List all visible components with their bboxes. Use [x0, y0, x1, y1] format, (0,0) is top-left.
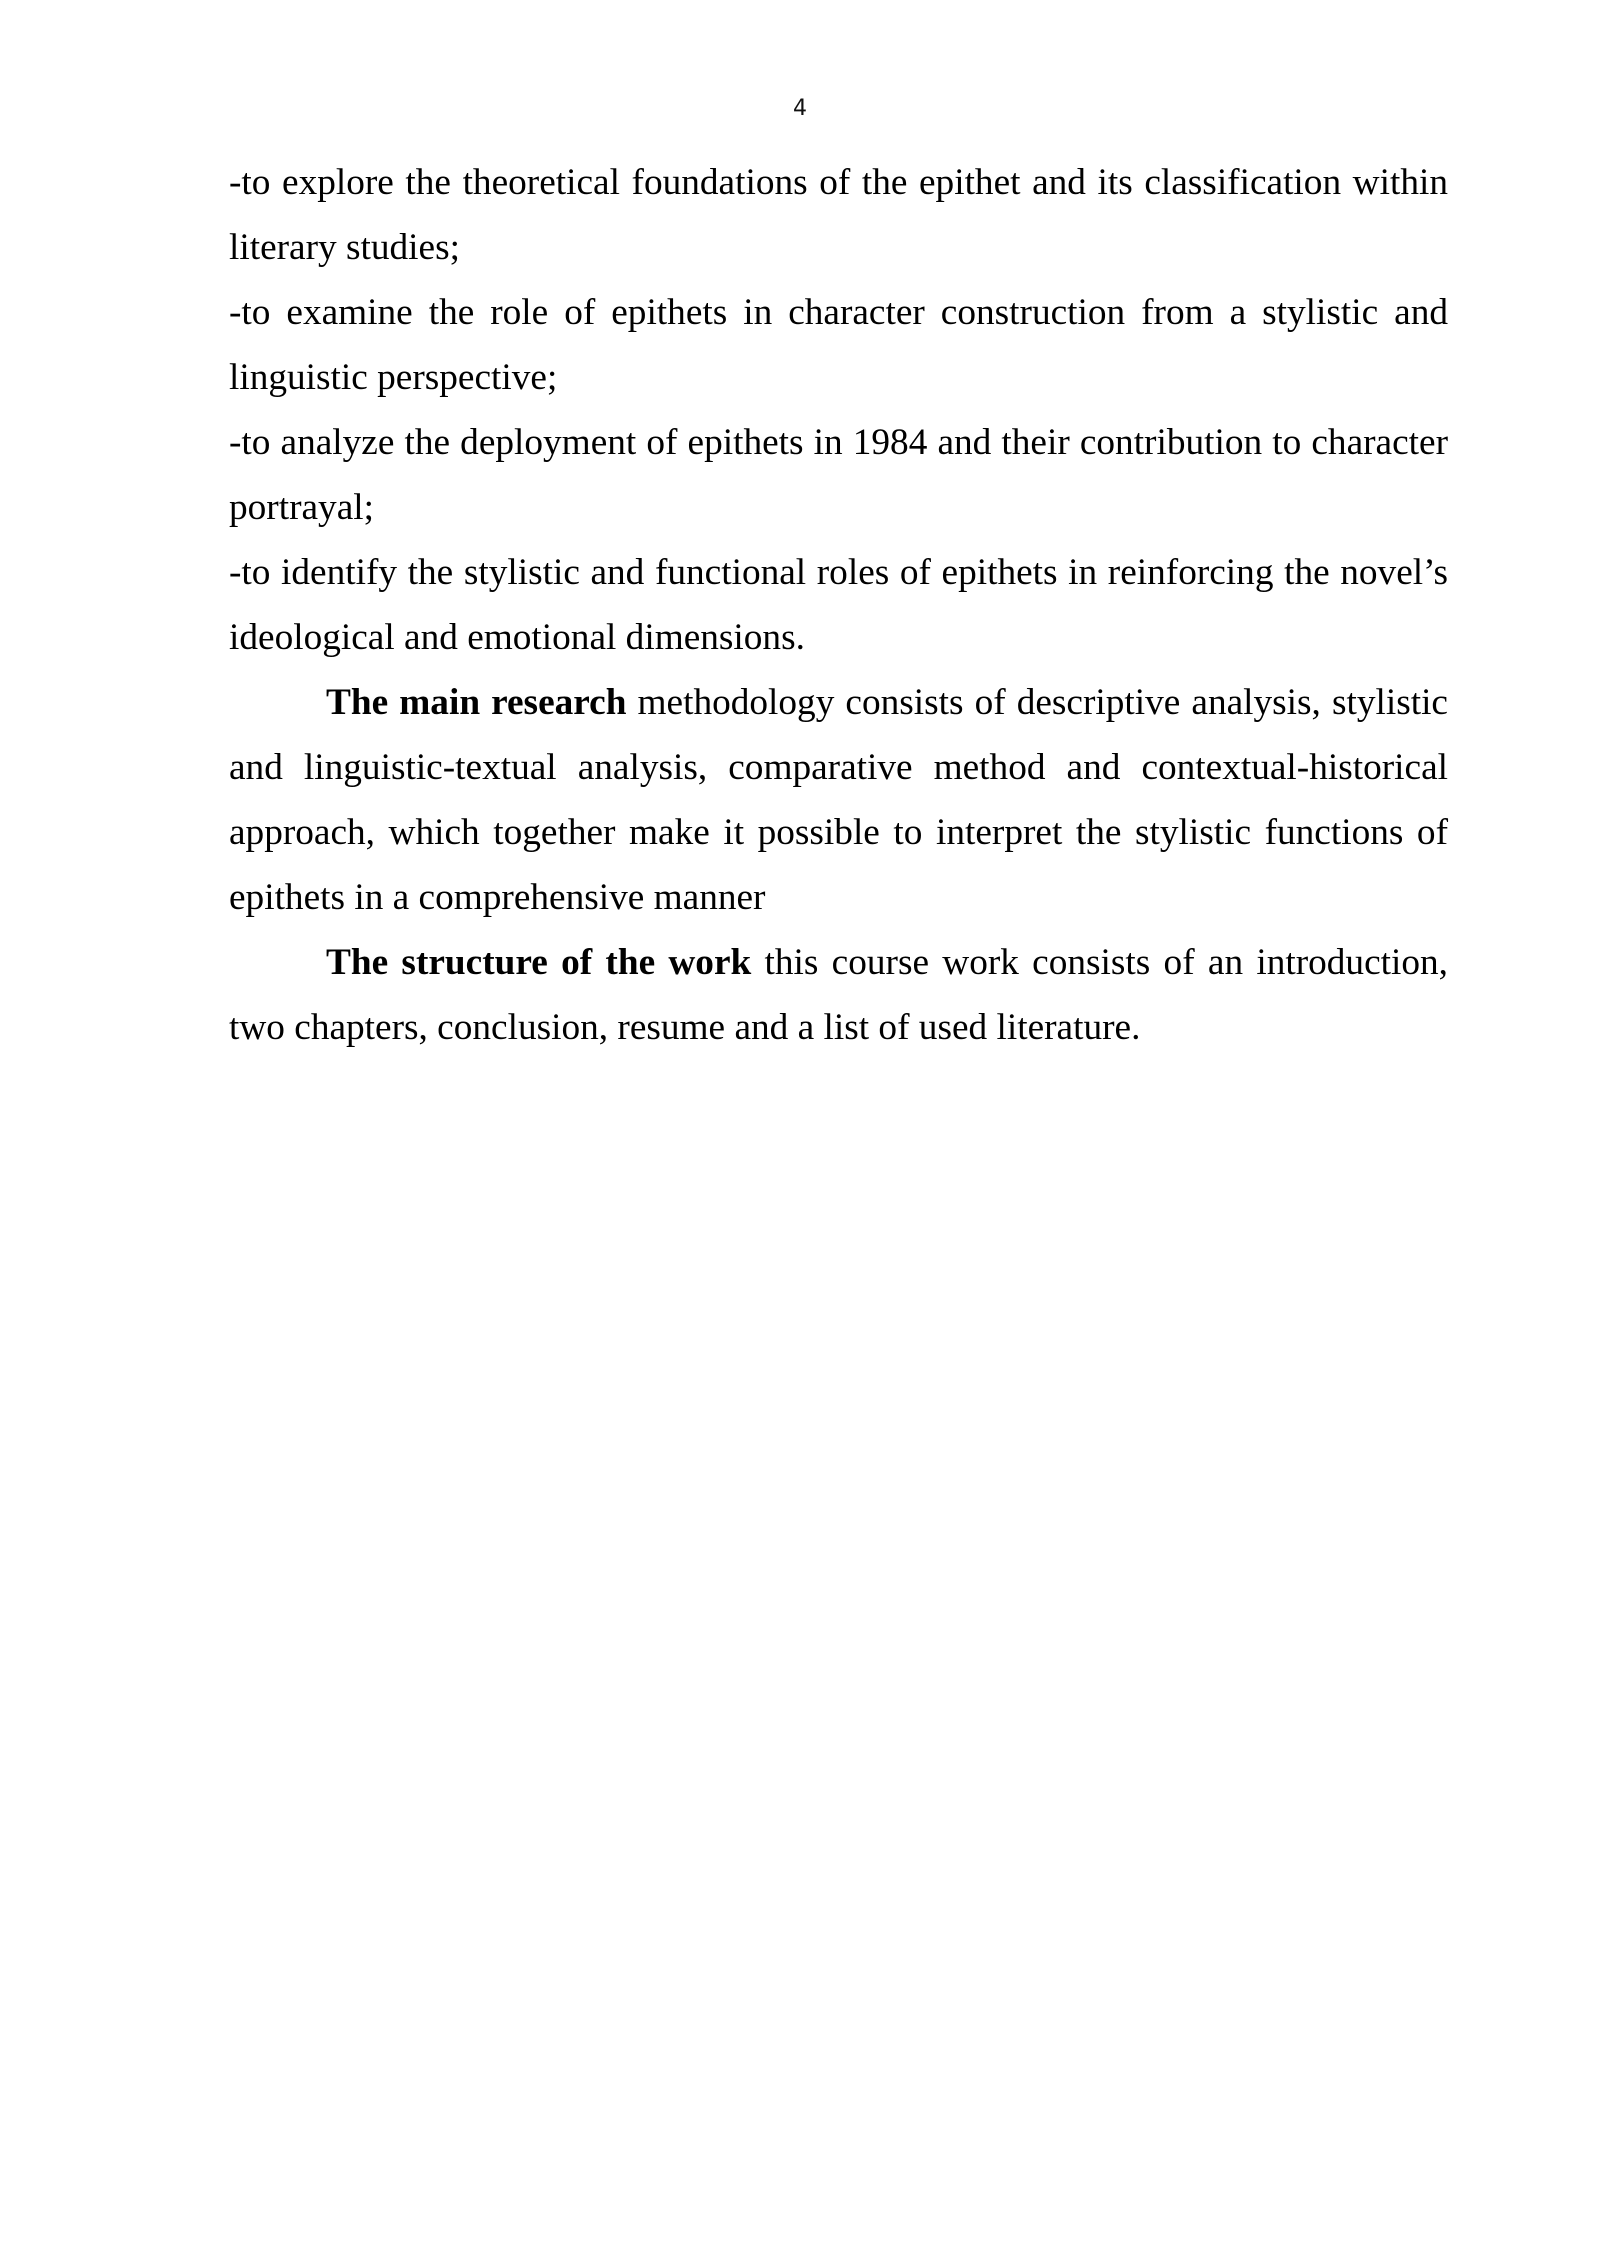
body-text: [229, 150, 1448, 1060]
objective-item-3: -to analyze the deployment of epithets in 1984 and their contribution to character portrayal;: [229, 422, 1448, 528]
objective-item-4: -to identify the stylistic and functional roles of epithets in reinforcing the novel’s ideological and emotional dimensions.: [229, 552, 1448, 658]
methodology-text: methodology consists of descriptive analysis, stylistic and linguistic-textual analysis, comparative method and contextual-historical approach, which together make it possible to interpret the stylistic functions of epithets in a comprehensive manner: [229, 682, 1448, 918]
structure-paragraph: [229, 930, 1448, 1060]
structure-text: this course work consists of an introduction, two chapters, conclusion, resume and a list of used literature.: [229, 942, 1448, 1048]
objective-item-2: -to examine the role of epithets in character construction from a stylistic and linguistic perspective;: [229, 292, 1448, 398]
objective-item-1: -to explore the theoretical foundations of the epithet and its classification within literary studies;: [229, 162, 1448, 268]
methodology-heading: The main research: [326, 682, 627, 723]
page-number: 4: [793, 96, 807, 121]
structure-heading: The structure of the work: [326, 942, 752, 983]
methodology-paragraph: [229, 670, 1448, 930]
